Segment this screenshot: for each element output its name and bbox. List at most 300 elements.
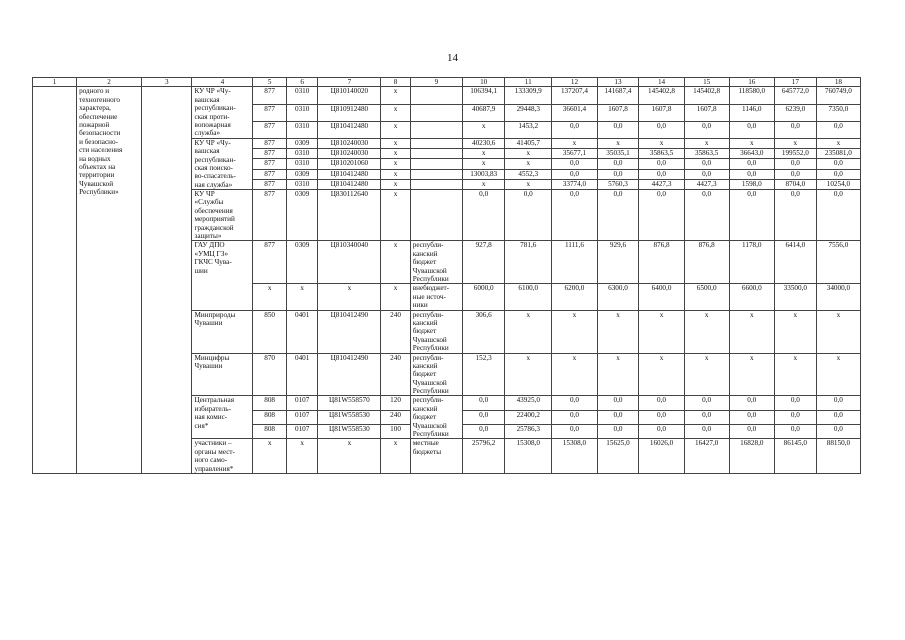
value-cell: 876,8 xyxy=(639,241,684,284)
activity-name xyxy=(77,87,142,474)
value-cell: 4427,3 xyxy=(684,179,729,189)
activity-text: объектах на xyxy=(79,162,116,171)
value-cell: 0,0 xyxy=(463,410,505,424)
funding-source xyxy=(410,138,462,148)
source-text: Республики xyxy=(412,430,449,439)
code-cell: Ц81W558530 xyxy=(318,410,381,424)
activity-text: техногенного xyxy=(79,95,121,104)
value-cell: 0,0 xyxy=(729,410,774,424)
executor-text: служба» xyxy=(194,129,221,138)
header-cell: 17 xyxy=(774,78,816,87)
value-cell: 0,0 xyxy=(505,190,552,241)
code-cell: x xyxy=(381,87,410,104)
value-cell: 0,0 xyxy=(552,410,597,424)
code-cell: x xyxy=(381,190,410,241)
value-cell: 0,0 xyxy=(597,410,639,424)
value-cell: 0,0 xyxy=(552,121,597,138)
value-cell: x xyxy=(463,149,505,159)
code-cell: 870 xyxy=(253,353,287,396)
value-cell: 15308,0 xyxy=(505,439,552,474)
value-cell: 0,0 xyxy=(597,169,639,179)
code-cell: 808 xyxy=(253,396,287,410)
value-cell: x xyxy=(684,353,729,396)
value-cell: 0,0 xyxy=(597,121,639,138)
value-cell: 35863,5 xyxy=(639,149,684,159)
code-cell: 100 xyxy=(381,425,410,439)
value-cell: x xyxy=(552,353,597,396)
activity-text: Чувашской xyxy=(79,179,114,188)
value-cell: 7350,0 xyxy=(816,104,860,121)
funding-source xyxy=(410,121,462,138)
code-cell: Ц81W558570 xyxy=(318,396,381,410)
executor-text: ная служба» xyxy=(194,180,233,189)
value-cell: x xyxy=(463,159,505,169)
code-cell: 240 xyxy=(381,353,410,396)
executor xyxy=(192,138,253,189)
col3-empty xyxy=(142,87,192,474)
value-cell: 0,0 xyxy=(729,159,774,169)
value-cell: 760749,0 xyxy=(816,87,860,104)
value-cell: x xyxy=(505,353,552,396)
value-cell: x xyxy=(505,179,552,189)
executor-text: Минприроды xyxy=(194,310,236,319)
source-text: внебюджет- xyxy=(412,284,450,293)
code-cell: 0310 xyxy=(286,159,317,169)
source-text: бюджет xyxy=(412,413,437,422)
value-cell: 0,0 xyxy=(684,159,729,169)
value-cell: 929,6 xyxy=(597,241,639,284)
header-cell: 6 xyxy=(286,78,317,87)
source-text: Чувашской xyxy=(412,335,447,344)
funding-source xyxy=(410,87,462,104)
code-cell: 0309 xyxy=(286,169,317,179)
code-cell: Ц830112640 xyxy=(318,190,381,241)
value-cell: 0,0 xyxy=(774,396,816,410)
funding-source xyxy=(410,169,462,179)
value-cell: x xyxy=(505,159,552,169)
value-cell: 0,0 xyxy=(597,396,639,410)
code-cell: 0309 xyxy=(286,138,317,148)
source-text: ники xyxy=(412,301,428,310)
funding-source xyxy=(410,439,462,474)
activity-text: сти населения xyxy=(79,146,123,155)
value-cell: x xyxy=(816,138,860,148)
funding-source xyxy=(410,179,462,189)
code-cell: Ц810412480 xyxy=(318,169,381,179)
source-text: республи- xyxy=(412,353,444,362)
value-cell: 0,0 xyxy=(552,190,597,241)
value-cell: 199552,0 xyxy=(774,149,816,159)
funding-source xyxy=(410,104,462,121)
header-cell: 4 xyxy=(192,78,253,87)
value-cell: 1178,0 xyxy=(729,241,774,284)
value-cell: 0,0 xyxy=(639,169,684,179)
source-text: бюджеты xyxy=(412,447,442,456)
code-cell: 0309 xyxy=(286,190,317,241)
code-cell: 0401 xyxy=(286,310,317,353)
executor xyxy=(192,396,253,439)
executor-text: КУ ЧР «Чу- xyxy=(194,87,231,96)
value-cell: 6200,0 xyxy=(552,284,597,310)
value-cell: 15625,0 xyxy=(597,439,639,474)
activity-text: и безопасно- xyxy=(79,137,118,146)
source-text: республи- xyxy=(412,396,444,405)
code-cell: x xyxy=(253,439,287,474)
header-cell: 7 xyxy=(318,78,381,87)
value-cell: 86145,0 xyxy=(774,439,816,474)
executor-text: «Службы xyxy=(194,198,224,207)
header-cell: 12 xyxy=(552,78,597,87)
value-cell: 0,0 xyxy=(774,425,816,439)
funding-source xyxy=(410,241,462,284)
value-cell: x xyxy=(639,353,684,396)
code-cell: Ц810412480 xyxy=(318,179,381,189)
value-cell: x xyxy=(774,310,816,353)
value-cell: 1607,8 xyxy=(639,104,684,121)
code-cell: x xyxy=(253,284,287,310)
header-cell: 3 xyxy=(142,78,192,87)
value-cell: x xyxy=(463,179,505,189)
value-cell: 118580,0 xyxy=(729,87,774,104)
activity-text: Республики» xyxy=(79,188,119,197)
value-cell: 41405,7 xyxy=(505,138,552,148)
code-cell: 0310 xyxy=(286,179,317,189)
value-cell: 0,0 xyxy=(774,410,816,424)
value-cell: 0,0 xyxy=(552,396,597,410)
executor-text: КУ ЧР «Чу- xyxy=(194,138,231,147)
source-text: канский xyxy=(412,318,438,327)
funding-source xyxy=(410,159,462,169)
executor xyxy=(192,310,253,353)
value-cell: 33774,0 xyxy=(552,179,597,189)
code-cell: 0310 xyxy=(286,104,317,121)
value-cell: 29448,3 xyxy=(505,104,552,121)
code-cell: 877 xyxy=(253,169,287,179)
code-cell: 877 xyxy=(253,241,287,284)
value-cell: 4552,3 xyxy=(505,169,552,179)
value-cell: x xyxy=(729,310,774,353)
funding-source xyxy=(410,396,462,439)
code-cell: 877 xyxy=(253,138,287,148)
value-cell: 0,0 xyxy=(816,396,860,410)
executor-text: ГАУ ДПО xyxy=(194,241,225,250)
header-cell: 18 xyxy=(816,78,860,87)
code-cell: x xyxy=(286,439,317,474)
value-cell: 152,3 xyxy=(463,353,505,396)
value-cell: 306,6 xyxy=(463,310,505,353)
source-text: республи- xyxy=(412,310,444,319)
value-cell: x xyxy=(597,353,639,396)
executor-text: сия* xyxy=(194,421,209,430)
executor-text: гражданской xyxy=(194,223,234,232)
executor xyxy=(192,439,253,474)
value-cell: x xyxy=(463,121,505,138)
source-text: канский xyxy=(412,249,438,258)
value-cell: 133309,9 xyxy=(505,87,552,104)
value-cell: 0,0 xyxy=(774,121,816,138)
value-cell: 0,0 xyxy=(816,159,860,169)
value-cell: x xyxy=(729,138,774,148)
value-cell: 645772,0 xyxy=(774,87,816,104)
source-text: ные источ- xyxy=(412,292,446,301)
header-cell: 11 xyxy=(505,78,552,87)
code-cell: 877 xyxy=(253,87,287,104)
value-cell: 43925,0 xyxy=(505,396,552,410)
executor xyxy=(192,241,253,310)
funding-source xyxy=(410,149,462,159)
header-row xyxy=(33,78,861,87)
executor-text: ская проти- xyxy=(194,112,230,121)
value-cell: 35035,1 xyxy=(597,149,639,159)
code-cell: Ц810140020 xyxy=(318,87,381,104)
value-cell: 0,0 xyxy=(552,425,597,439)
value-cell: 6414,0 xyxy=(774,241,816,284)
source-text: Республики xyxy=(412,387,449,396)
header-cell: 16 xyxy=(729,78,774,87)
executor-text: ного само- xyxy=(194,456,228,465)
code-cell: 877 xyxy=(253,104,287,121)
value-cell: 235081,0 xyxy=(816,149,860,159)
value-cell: x xyxy=(505,149,552,159)
value-cell: 0,0 xyxy=(774,190,816,241)
value-cell: x xyxy=(597,138,639,148)
value-cell: 40687,9 xyxy=(463,104,505,121)
value-cell: 36601,4 xyxy=(552,104,597,121)
value-cell: 5760,3 xyxy=(597,179,639,189)
code-cell: x xyxy=(381,159,410,169)
value-cell: 0,0 xyxy=(729,425,774,439)
source-text: бюджет xyxy=(412,258,437,267)
executor-text: республикан- xyxy=(194,155,236,164)
value-cell: 25786,3 xyxy=(505,425,552,439)
executor xyxy=(192,353,253,396)
source-text: Республики xyxy=(412,275,449,283)
value-cell: 0,0 xyxy=(774,169,816,179)
executor-text: органы мест- xyxy=(194,447,235,456)
funding-source xyxy=(410,353,462,396)
header-cell: 9 xyxy=(410,78,462,87)
value-cell: 0,0 xyxy=(639,121,684,138)
code-cell: 0309 xyxy=(286,241,317,284)
value-cell: 13003,83 xyxy=(463,169,505,179)
code-cell: Ц810412490 xyxy=(318,353,381,396)
value-cell: 0,0 xyxy=(774,159,816,169)
code-cell: x xyxy=(381,439,410,474)
value-cell: 0,0 xyxy=(816,190,860,241)
value-cell: x xyxy=(684,138,729,148)
value-cell: 1607,8 xyxy=(684,104,729,121)
code-cell: Ц810201060 xyxy=(318,159,381,169)
executor-text: мероприятий xyxy=(194,215,235,224)
value-cell: 0,0 xyxy=(597,159,639,169)
activity-text: родного и xyxy=(79,87,110,96)
value-cell: 16026,0 xyxy=(639,439,684,474)
value-cell: 0,0 xyxy=(684,396,729,410)
code-cell: 0107 xyxy=(286,425,317,439)
value-cell: 0,0 xyxy=(597,425,639,439)
value-cell: 6400,0 xyxy=(639,284,684,310)
value-cell: 106394,1 xyxy=(463,87,505,104)
source-text: Республики xyxy=(412,344,449,353)
value-cell: 0,0 xyxy=(816,169,860,179)
value-cell: 876,8 xyxy=(684,241,729,284)
code-cell: Ц810340040 xyxy=(318,241,381,284)
code-cell: x xyxy=(381,121,410,138)
value-cell: 6300,0 xyxy=(597,284,639,310)
header-cell: 2 xyxy=(77,78,142,87)
value-cell: 33500,0 xyxy=(774,284,816,310)
value-cell: 141687,4 xyxy=(597,87,639,104)
value-cell: x xyxy=(505,310,552,353)
funding-source xyxy=(410,190,462,241)
code-cell: 877 xyxy=(253,179,287,189)
value-cell: 0,0 xyxy=(684,190,729,241)
executor-text: во-спасатель- xyxy=(194,172,236,181)
value-cell: 0,0 xyxy=(639,190,684,241)
value-cell: 6100,0 xyxy=(505,284,552,310)
source-text: Чувашской xyxy=(412,421,447,430)
value-cell: 0,0 xyxy=(639,396,684,410)
value-cell: 1146,0 xyxy=(729,104,774,121)
value-cell: 0,0 xyxy=(463,396,505,410)
code-cell: 808 xyxy=(253,410,287,424)
code-cell: 120 xyxy=(381,396,410,410)
code-cell: x xyxy=(381,104,410,121)
code-cell: x xyxy=(318,439,381,474)
value-cell: x xyxy=(816,310,860,353)
value-cell: 10254,0 xyxy=(816,179,860,189)
funding-source xyxy=(410,310,462,353)
value-cell: 35677,1 xyxy=(552,149,597,159)
value-cell: 16427,0 xyxy=(684,439,729,474)
code-cell: 877 xyxy=(253,149,287,159)
value-cell: 145402,8 xyxy=(684,87,729,104)
value-cell: 35863,5 xyxy=(684,149,729,159)
code-cell: x xyxy=(286,284,317,310)
value-cell: 0,0 xyxy=(552,169,597,179)
code-cell: x xyxy=(381,138,410,148)
code-cell: 0310 xyxy=(286,149,317,159)
value-cell: 145402,8 xyxy=(639,87,684,104)
executor-text: «УМЦ ГЗ» xyxy=(194,249,229,258)
value-cell: 0,0 xyxy=(597,190,639,241)
source-text: местные xyxy=(412,439,439,448)
source-text: бюджет xyxy=(412,327,437,336)
value-cell: 0,0 xyxy=(639,159,684,169)
code-cell: x xyxy=(381,241,410,284)
code-cell: 877 xyxy=(253,121,287,138)
executor-text: Чувашии xyxy=(194,361,223,370)
value-cell: x xyxy=(774,353,816,396)
executor-text: управления* xyxy=(194,464,234,473)
code-cell: Ц810912480 xyxy=(318,104,381,121)
value-cell: 0,0 xyxy=(684,410,729,424)
source-text: канский xyxy=(412,361,438,370)
code-cell: x xyxy=(381,169,410,179)
value-cell: 137207,4 xyxy=(552,87,597,104)
activity-text: обеспечение xyxy=(79,112,118,121)
executor-text: вопожарная xyxy=(194,120,231,129)
value-cell: x xyxy=(639,138,684,148)
executor-text: ная комис- xyxy=(194,413,228,422)
value-cell: 0,0 xyxy=(729,121,774,138)
value-cell: 6239,0 xyxy=(774,104,816,121)
value-cell: 6600,0 xyxy=(729,284,774,310)
value-cell: x xyxy=(639,310,684,353)
value-cell: x xyxy=(552,138,597,148)
value-cell: 6500,0 xyxy=(684,284,729,310)
value-cell: x xyxy=(729,353,774,396)
code-cell: 0310 xyxy=(286,121,317,138)
value-cell: 0,0 xyxy=(729,396,774,410)
value-cell: x xyxy=(597,310,639,353)
executor-text: Чувашии xyxy=(194,318,223,327)
header-cell: 8 xyxy=(381,78,410,87)
code-cell: 240 xyxy=(381,410,410,424)
value-cell: 88150,0 xyxy=(816,439,860,474)
value-cell: x xyxy=(774,138,816,148)
value-cell: 0,0 xyxy=(729,169,774,179)
executor xyxy=(192,190,253,241)
executor-text: вашская xyxy=(194,147,220,156)
code-cell: Ц81W558530 xyxy=(318,425,381,439)
executor xyxy=(192,87,253,138)
value-cell: 0,0 xyxy=(684,121,729,138)
value-cell: 36643,0 xyxy=(729,149,774,159)
source-text: канский xyxy=(412,404,438,413)
value-cell: 16828,0 xyxy=(729,439,774,474)
code-cell: Ц810240030 xyxy=(318,138,381,148)
executor-text: шии xyxy=(194,266,208,275)
value-cell: 0,0 xyxy=(552,159,597,169)
value-cell: 25796,2 xyxy=(463,439,505,474)
value-cell: x xyxy=(684,310,729,353)
header-cell: 5 xyxy=(253,78,287,87)
value-cell: 0,0 xyxy=(684,425,729,439)
code-cell: 240 xyxy=(381,310,410,353)
executor-text: участники – xyxy=(194,439,232,448)
value-cell: 0,0 xyxy=(729,190,774,241)
header-cell: 14 xyxy=(639,78,684,87)
value-cell: 0,0 xyxy=(684,169,729,179)
code-cell: x xyxy=(381,179,410,189)
code-cell: x xyxy=(318,284,381,310)
funding-source xyxy=(410,284,462,310)
value-cell: 0,0 xyxy=(463,190,505,241)
value-cell: 0,0 xyxy=(463,425,505,439)
value-cell: 1598,0 xyxy=(729,179,774,189)
value-cell: 1453,2 xyxy=(505,121,552,138)
executor-text: вашская xyxy=(194,95,220,104)
budget-table xyxy=(32,77,861,474)
value-cell: 0,0 xyxy=(639,410,684,424)
executor-text: республикан- xyxy=(194,104,236,113)
code-cell: Ц810412480 xyxy=(318,121,381,138)
executor-text: избиратель- xyxy=(194,404,231,413)
value-cell: 8704,0 xyxy=(774,179,816,189)
col1-empty xyxy=(33,87,77,474)
header-cell: 13 xyxy=(597,78,639,87)
table-row xyxy=(33,87,861,104)
page-number: 14 xyxy=(447,52,458,64)
activity-text: территории xyxy=(79,171,115,180)
code-cell: x xyxy=(381,284,410,310)
activity-text: на водных xyxy=(79,154,111,163)
value-cell: 6000,0 xyxy=(463,284,505,310)
header-cell: 10 xyxy=(463,78,505,87)
source-text: республи- xyxy=(412,241,444,250)
value-cell: 0,0 xyxy=(816,121,860,138)
